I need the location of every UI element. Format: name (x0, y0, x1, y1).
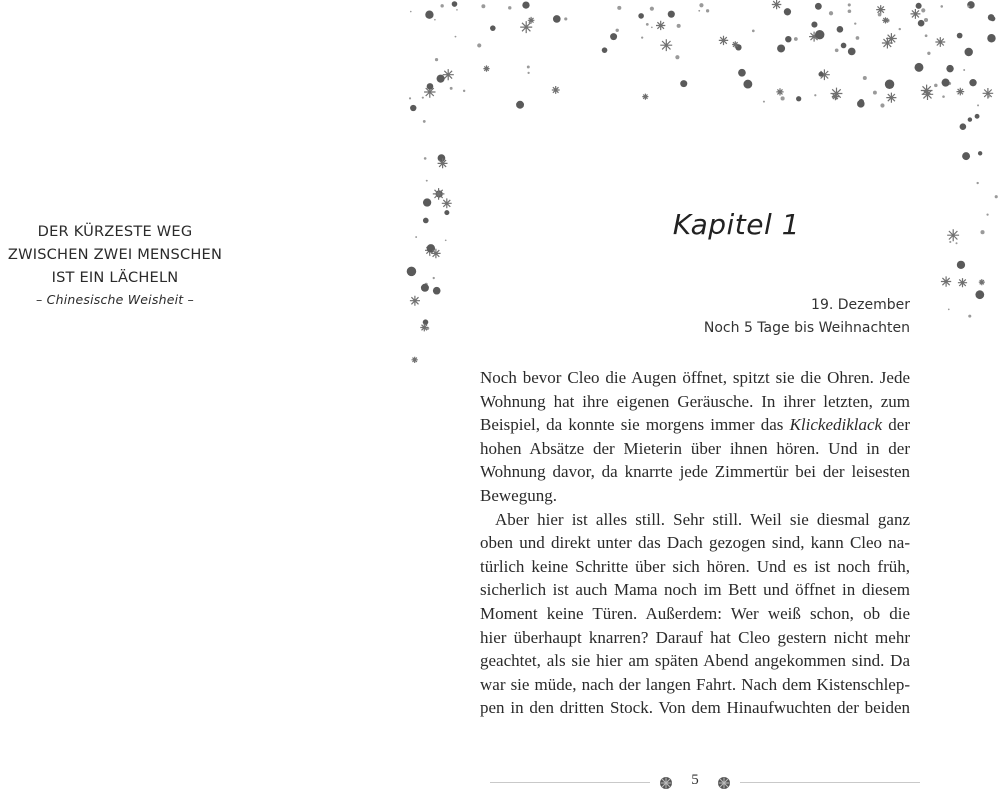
star-icon (641, 37, 643, 39)
star-icon (651, 27, 653, 29)
star-icon (784, 8, 791, 15)
star-icon (508, 6, 511, 9)
page-number: 5 (691, 772, 699, 788)
star-icon (699, 3, 703, 7)
star-icon (522, 1, 529, 8)
star-icon (425, 11, 433, 19)
star-icon (854, 22, 856, 24)
star-icon (650, 7, 654, 11)
star-icon (988, 14, 995, 21)
star-icon (455, 36, 457, 38)
star-icon (794, 37, 798, 41)
chapter-dateline (600, 294, 910, 340)
star-icon (949, 241, 951, 243)
body-line: hohen Absätze der Mieterin über ihnen hören. Und in der (480, 438, 910, 458)
body-line: Noch bevor Cleo die Augen öffnet, spitzt sie die Ohren. Jede (480, 368, 910, 387)
star-icon (415, 236, 417, 238)
star-icon (863, 76, 867, 80)
epigraph-source: – Chinesische Weisheit – (36, 292, 194, 307)
star-icon (964, 48, 972, 56)
star-icon (668, 11, 675, 18)
star-icon (444, 210, 449, 215)
star-icon (433, 188, 445, 200)
star-icon (941, 276, 951, 286)
star-icon (698, 10, 700, 12)
star-icon (980, 230, 984, 234)
body-line: Aber hier ist alles still. Sehr still. Weil sie diesmal ganz (495, 509, 910, 529)
epigraph-line: DER KÜRZESTE WEG (37, 223, 193, 240)
star-icon (610, 33, 617, 40)
star-icon (423, 319, 429, 325)
star-icon (948, 309, 950, 311)
body-line: war sie müde, nach der langen Fahrt. Nach dem Kistenschlep- (480, 674, 910, 694)
epigraph-line: ZWISCHEN ZWEI MENSCHEN (7, 246, 223, 263)
star-icon (921, 8, 925, 12)
star-icon (527, 72, 529, 74)
star-icon (407, 267, 417, 277)
star-icon (946, 65, 953, 72)
star-icon (433, 287, 441, 295)
star-icon (811, 22, 817, 28)
star-icon (814, 94, 816, 96)
star-icon (553, 15, 561, 23)
star-icon (752, 30, 755, 33)
star-icon (880, 103, 884, 107)
star-icon (876, 5, 885, 14)
star-icon (785, 36, 791, 42)
star-icon (958, 278, 967, 287)
star-icon (975, 290, 984, 299)
star-icon (983, 88, 994, 99)
star-icon (680, 80, 687, 87)
star-icon (616, 29, 619, 32)
star-icon (995, 195, 998, 198)
star-icon (837, 26, 844, 33)
star-icon (527, 66, 530, 69)
chapter-countdown: Noch 5 Tage bis Weihnachten (703, 320, 910, 336)
star-icon (410, 296, 420, 306)
star-icon (429, 254, 431, 256)
star-icon (445, 239, 447, 241)
star-icon (409, 97, 411, 99)
star-icon (940, 5, 943, 8)
star-icon (963, 69, 965, 71)
star-icon (719, 36, 728, 45)
star-icon (438, 154, 446, 162)
star-icon (968, 117, 972, 121)
star-icon (528, 17, 535, 24)
star-icon (743, 80, 752, 89)
body-line: geachtet, als sie hier am späten Abend angekommen sind. Da (480, 651, 910, 671)
star-icon (442, 198, 452, 208)
body-line: sicherlich ist auch Mama noch im Bett und öffnet in diesem (480, 580, 910, 600)
chapter-date: 19. Dezember (811, 297, 910, 313)
star-icon (979, 279, 985, 285)
star-icon (835, 48, 839, 52)
star-icon (924, 18, 928, 22)
star-icon (957, 33, 963, 39)
star-icon (638, 13, 644, 19)
star-icon (706, 9, 709, 12)
star-icon (443, 69, 454, 80)
star-icon (617, 6, 621, 10)
star-icon (423, 198, 431, 206)
star-icon (435, 58, 438, 61)
star-icon (520, 21, 532, 33)
star-icon (564, 17, 567, 20)
star-icon (426, 180, 428, 182)
star-icon (642, 94, 648, 100)
star-ornament-icon (658, 775, 674, 791)
star-icon (490, 25, 496, 31)
star-icon (410, 105, 416, 111)
star-icon (947, 229, 959, 241)
star-icon (427, 83, 434, 90)
footer-rule-left (490, 782, 650, 783)
body-line: Bewegung. (480, 485, 557, 505)
star-icon (848, 9, 852, 13)
star-icon (776, 88, 783, 95)
star-icon (957, 261, 965, 269)
star-icon (763, 101, 765, 103)
body-line: pen in den dritten Stock. Von dem Hinaufwuchten der beiden (480, 698, 910, 718)
epigraph (0, 220, 230, 310)
star-icon (857, 100, 865, 108)
body-text (480, 366, 910, 720)
star-icon (832, 93, 839, 100)
star-icon (434, 19, 436, 21)
star-icon (967, 5, 969, 7)
star-icon (886, 93, 896, 103)
star-icon (962, 152, 970, 160)
star-icon (777, 44, 785, 52)
star-icon (921, 85, 933, 97)
star-icon (440, 4, 443, 7)
star-icon (420, 324, 428, 332)
star-icon (431, 249, 440, 259)
star-icon (916, 3, 922, 9)
star-icon (423, 218, 429, 224)
star-icon (956, 242, 958, 244)
star-icon (873, 91, 877, 95)
star-icon (772, 0, 782, 9)
star-icon (977, 104, 979, 106)
star-icon (422, 97, 424, 99)
star-ornament-icon (716, 775, 732, 791)
body-line: oben und direkt unter das Dach gezogen sind, kann Cleo na- (480, 533, 910, 553)
star-icon (960, 123, 967, 130)
body-line: hier überhaupt knarren? Darauf hat Cleo gestern nicht mehr (480, 627, 910, 647)
star-icon (675, 55, 679, 59)
star-icon (987, 34, 995, 42)
star-icon (942, 95, 945, 98)
star-icon (882, 17, 888, 23)
star-icon (848, 48, 856, 56)
body-line: Beispiel, da konnte sie morgens immer das Klickediklack der (480, 415, 910, 435)
star-icon (660, 39, 672, 51)
body-line: Moment keine Türen. Außerdem: Wer weiß schon, ob die (480, 603, 910, 623)
star-icon (818, 72, 823, 77)
emphasis: Klickediklack (789, 415, 883, 435)
star-icon (450, 87, 453, 90)
star-icon (915, 63, 924, 72)
star-icon (433, 277, 435, 279)
chapter-title: Kapitel 1 (672, 208, 800, 241)
star-icon (935, 37, 945, 47)
star-icon (882, 38, 893, 49)
star-icon (602, 47, 608, 53)
star-icon (412, 357, 418, 363)
page-footer (490, 771, 920, 795)
star-icon (456, 9, 458, 11)
star-icon (781, 96, 785, 100)
star-icon (927, 52, 930, 55)
star-icon (646, 23, 649, 26)
star-icon (677, 24, 681, 28)
star-icon (516, 101, 524, 109)
star-icon (841, 43, 847, 49)
star-icon (738, 69, 746, 77)
star-icon (437, 75, 445, 83)
star-icon (918, 20, 925, 27)
star-icon (957, 88, 965, 96)
star-icon (969, 79, 976, 86)
star-icon (477, 43, 481, 47)
star-icon (976, 182, 978, 184)
star-icon (815, 30, 824, 39)
star-icon (942, 79, 950, 87)
star-icon (421, 284, 429, 292)
star-icon (911, 9, 921, 19)
star-icon (732, 41, 738, 47)
star-icon (424, 157, 427, 160)
star-icon (925, 34, 928, 37)
star-icon (978, 151, 982, 155)
star-icon (986, 214, 988, 216)
star-icon (423, 120, 426, 123)
star-icon (410, 11, 412, 13)
star-icon (483, 65, 489, 71)
star-icon (968, 315, 971, 318)
star-icon (829, 11, 833, 15)
footer-rule-right (740, 782, 920, 783)
star-icon (481, 4, 485, 8)
star-icon (463, 90, 465, 92)
body-line: Wohnung davor, da knarrte jede Zimmertür bei der leisesten (480, 462, 910, 482)
star-icon (885, 80, 894, 89)
star-icon (815, 3, 822, 10)
star-icon (975, 114, 980, 119)
star-icon (796, 96, 801, 101)
body-line: Wohnung hat ihre eigenen Geräusche. In ihrer letzten, zum (480, 391, 910, 411)
star-icon (552, 86, 560, 94)
body-line: türlich keine Schritte über sich hören. Und es ist noch früh, (480, 556, 910, 576)
star-icon (934, 84, 938, 88)
star-icon (899, 28, 901, 30)
epigraph-line: IST EIN LÄCHELN (51, 269, 179, 286)
star-icon (656, 21, 665, 30)
star-icon (452, 1, 458, 7)
star-icon (856, 36, 860, 40)
star-icon (878, 13, 882, 17)
star-icon (848, 3, 851, 6)
